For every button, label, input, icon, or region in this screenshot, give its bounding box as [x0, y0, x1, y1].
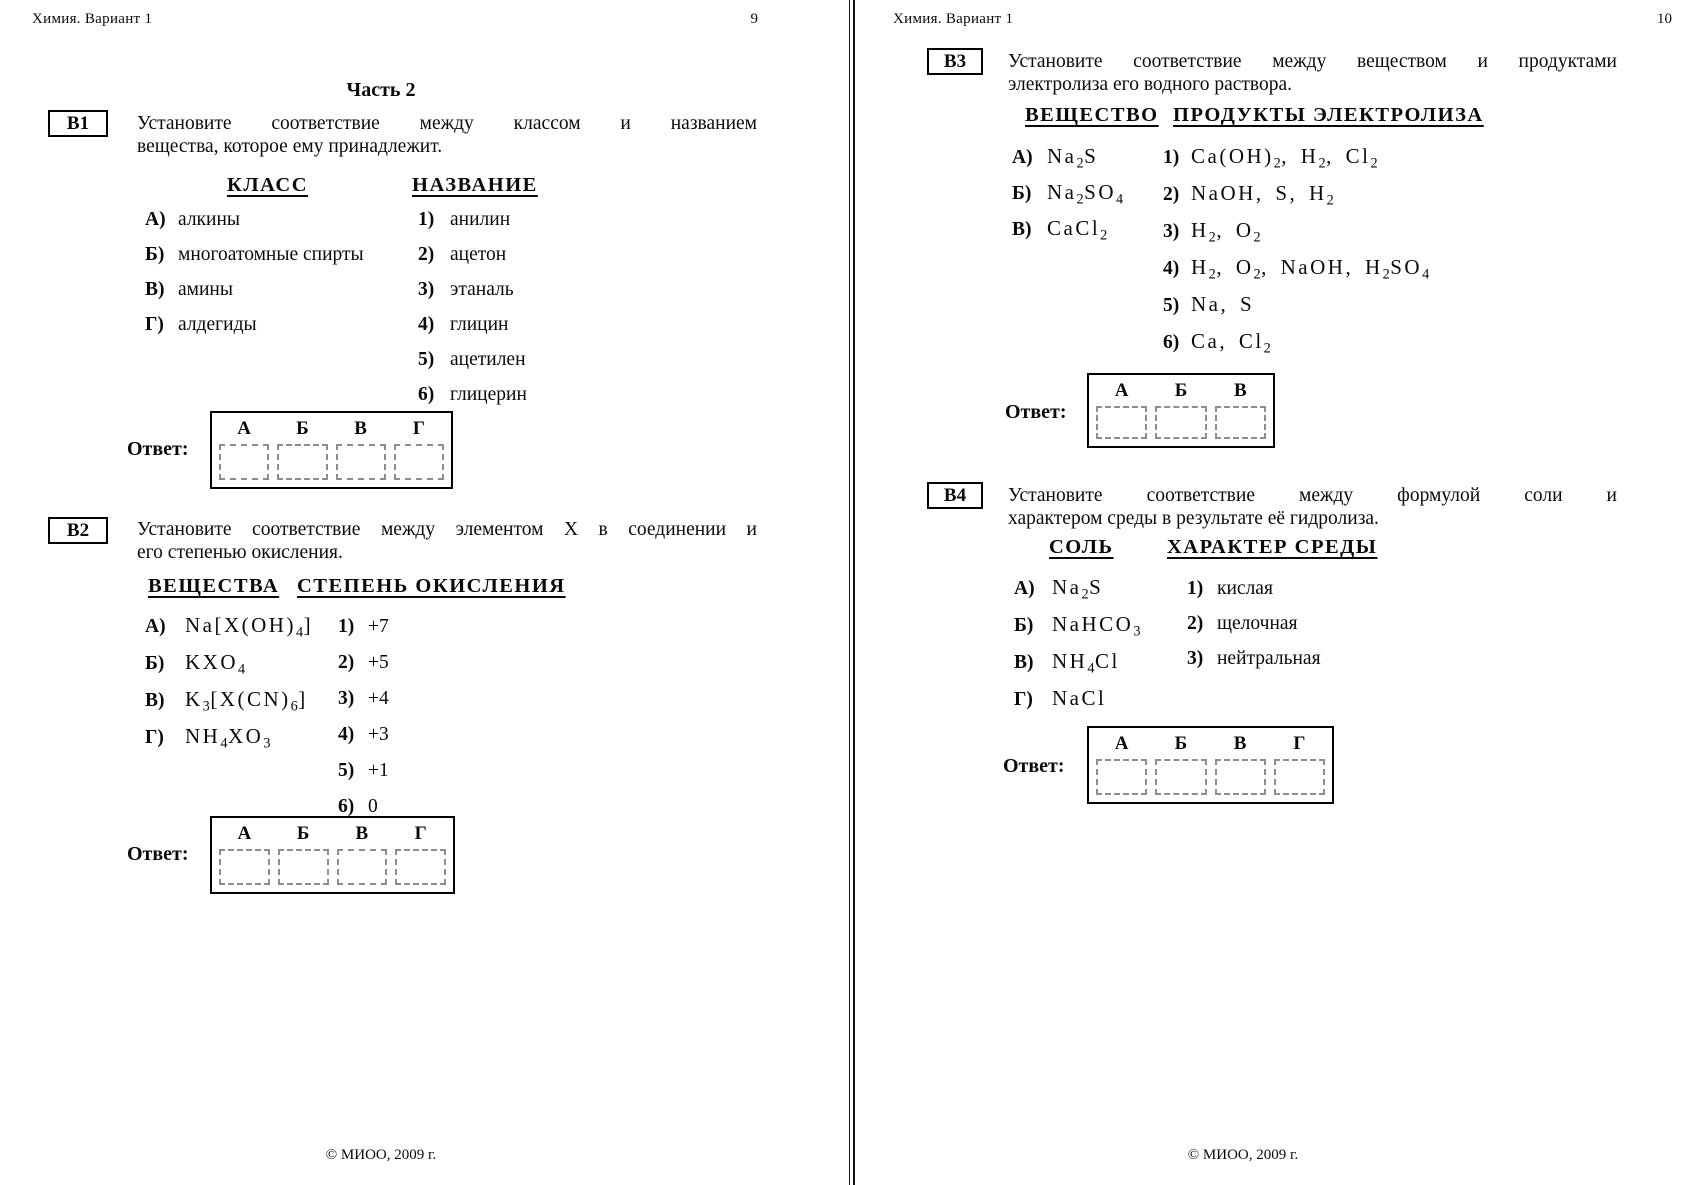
page-10 [852, 0, 1695, 1185]
chemical-formula: Na, S [1191, 292, 1255, 316]
chemical-formula: $NH_4XO_3$ [185, 724, 271, 752]
item-key: Б) [1012, 183, 1032, 204]
answer-letter: Г [1293, 733, 1306, 754]
answer-cells-row [219, 849, 446, 885]
list-item [338, 651, 389, 674]
page-header-title: Химия. Вариант 1 [32, 11, 153, 27]
list-item [418, 348, 527, 371]
answer-cell [395, 849, 446, 885]
item-text: +3 [368, 724, 389, 745]
chemical-formula: $Na_2S$ [1052, 575, 1104, 603]
item-key: 2) [338, 652, 355, 673]
item-key: 4) [418, 314, 435, 335]
item-key: 3) [418, 279, 435, 300]
item-key: 2) [1163, 184, 1180, 205]
answer-letter: В [355, 823, 369, 844]
item-text: амины [178, 279, 233, 300]
item-key: 6) [338, 796, 355, 817]
list-item [1012, 144, 1124, 170]
answer-cell [337, 849, 388, 885]
item-key: А) [145, 616, 166, 637]
answer-letter: А [1114, 380, 1129, 401]
list-item [145, 243, 364, 266]
list-item [145, 724, 313, 750]
task-b4-badge: В4 [927, 482, 983, 509]
b3-answer-label: Ответ: [1005, 401, 1067, 423]
list-item [418, 383, 527, 406]
b4-right-column-header: ХАРАКТЕР СРЕДЫ [1167, 536, 1378, 558]
list-item [418, 208, 527, 231]
b1-class-list [145, 208, 364, 348]
answer-letter: А [237, 418, 251, 439]
b1-answer-box [210, 411, 453, 489]
list-item [1163, 181, 1430, 207]
list-item [1014, 649, 1141, 675]
item-text: +5 [368, 652, 389, 673]
item-key: А) [145, 209, 166, 230]
list-item [1012, 180, 1124, 206]
item-text: этаналь [450, 279, 514, 300]
answer-cells-row [1096, 406, 1266, 439]
item-key: 6) [418, 384, 435, 405]
page-footer: © МИОО, 2009 г. [325, 1147, 437, 1163]
b1-right-column-header: НАЗВАНИЕ [412, 174, 538, 196]
answer-cell [219, 444, 269, 480]
chemical-formula: $H_2$, $O_2$ [1191, 218, 1262, 246]
item-key: 5) [1163, 295, 1180, 316]
b4-medium-list [1187, 577, 1321, 682]
item-key: 5) [418, 349, 435, 370]
answer-letter: А [237, 823, 252, 844]
item-text: анилин [450, 209, 511, 230]
task-b3-question [1008, 50, 1617, 96]
item-key: 3) [1163, 221, 1180, 242]
chemical-formula: $NH_4Cl$ [1052, 649, 1120, 677]
chemical-formula: $Na_2S$ [1047, 144, 1099, 172]
answer-letter: В [1233, 733, 1247, 754]
b2-substance-list [145, 613, 313, 761]
item-key: Г) [145, 727, 164, 748]
answer-letters-row [219, 823, 446, 845]
item-text: алдегиды [178, 314, 257, 335]
task-b1-badge: В1 [48, 110, 108, 137]
question-line: вещества, которое ему принадлежит. [137, 136, 443, 157]
item-text: алкины [178, 209, 241, 230]
list-item [1163, 218, 1430, 244]
item-key: 2) [418, 244, 435, 265]
question-line: Установите соответствие между веществом и продуктами [1008, 51, 1617, 72]
chemical-formula: $Na[X(OH)_4]$ [185, 613, 314, 641]
list-item [1187, 647, 1321, 670]
b3-right-column-header: ПРОДУКТЫ ЭЛЕКТРОЛИЗА [1173, 104, 1484, 126]
item-text: нейтральная [1217, 648, 1321, 669]
list-item [145, 650, 313, 676]
chemical-formula: NaCl [1052, 686, 1107, 710]
item-key: Г) [145, 314, 164, 335]
page-number: 9 [750, 11, 758, 27]
item-key: Б) [1014, 615, 1034, 636]
list-item [1163, 329, 1430, 355]
b2-oxidation-list [338, 615, 389, 831]
item-text: ацетилен [450, 349, 526, 370]
list-item [145, 313, 364, 336]
item-text: 0 [368, 796, 378, 817]
list-item [145, 613, 313, 639]
chemical-formula: NaOH, S, $H_2$ [1191, 181, 1335, 209]
page-header-title: Химия. Вариант 1 [893, 11, 1014, 27]
item-key: 1) [1163, 147, 1180, 168]
answer-cell [1155, 759, 1206, 795]
item-key: В) [1014, 652, 1034, 673]
answer-cell [1155, 406, 1206, 439]
list-item [1163, 144, 1430, 170]
question-line: Установите соответствие между формулой соли и [1008, 485, 1617, 506]
list-item [1187, 577, 1321, 600]
list-item [145, 278, 364, 301]
chemical-formula: $K_3[X(CN)_6]$ [185, 687, 308, 715]
item-key: 1) [418, 209, 435, 230]
answer-letter: Г [412, 418, 425, 439]
item-text: кислая [1217, 578, 1273, 599]
b1-name-list [418, 208, 527, 418]
item-key: 6) [1163, 332, 1180, 353]
answer-letter: Г [414, 823, 427, 844]
item-text: многоатомные спирты [178, 244, 364, 265]
list-item [1012, 216, 1124, 242]
list-item [418, 313, 527, 336]
answer-cell [1215, 759, 1266, 795]
item-text: щелочная [1217, 613, 1298, 634]
item-text: +4 [368, 688, 389, 709]
item-text: ацетон [450, 244, 507, 265]
item-key: А) [1014, 578, 1035, 599]
list-item [338, 759, 389, 782]
b3-left-column-header: ВЕЩЕСТВО [1025, 104, 1159, 126]
chemical-formula: $Ca(OH)_2$, $H_2$, $Cl_2$ [1191, 144, 1379, 172]
b3-products-list [1163, 144, 1430, 366]
answer-letter: В [1233, 380, 1247, 401]
task-b3-badge: В3 [927, 48, 983, 75]
list-item [145, 687, 313, 713]
chemical-formula: Ca, $Cl_2$ [1191, 329, 1272, 357]
b4-salt-list [1014, 575, 1141, 723]
chemical-formula: NaHCO$_3$ [1052, 612, 1141, 640]
item-key: 5) [338, 760, 355, 781]
answer-cells-row [1096, 759, 1325, 795]
chemical-formula: $Na_2SO_4$ [1047, 180, 1124, 208]
chemical-formula: $H_2$, $O_2$, NaOH, $H_2SO_4$ [1191, 255, 1430, 283]
answer-letters-row [1096, 733, 1325, 755]
item-key: 1) [1187, 578, 1204, 599]
part-title: Часть 2 [346, 79, 416, 101]
item-key: Г) [1014, 689, 1033, 710]
answer-cell [394, 444, 444, 480]
item-key: 4) [338, 724, 355, 745]
b2-answer-box [210, 816, 455, 894]
answer-cell [1096, 406, 1147, 439]
b2-left-column-header: ВЕЩЕСТВА [148, 575, 280, 597]
list-item [338, 723, 389, 746]
list-item [1163, 292, 1430, 318]
b4-answer-box [1087, 726, 1334, 804]
item-text: +1 [368, 760, 389, 781]
item-text: глицин [450, 314, 509, 335]
b2-answer-label: Ответ: [127, 843, 189, 865]
task-b1-question [137, 112, 757, 158]
answer-letter: Б [1174, 380, 1188, 401]
item-key: 3) [1187, 648, 1204, 669]
list-item [1187, 612, 1321, 635]
item-text: глицерин [450, 384, 527, 405]
answer-cell [336, 444, 386, 480]
answer-cells-row [219, 444, 444, 480]
item-key: Б) [145, 244, 165, 265]
item-key: 2) [1187, 613, 1204, 634]
task-b2-question [137, 518, 757, 564]
answer-cell [1274, 759, 1325, 795]
b1-left-column-header: КЛАСС [226, 174, 309, 196]
b3-substance-list [1012, 144, 1124, 252]
item-key: Б) [145, 653, 165, 674]
item-text: +7 [368, 616, 389, 637]
item-key: 1) [338, 616, 355, 637]
answer-cell [278, 849, 329, 885]
answer-letter: Б [296, 823, 310, 844]
answer-letter: Б [296, 418, 309, 439]
item-key: 3) [338, 688, 355, 709]
question-line: его степенью окисления. [137, 542, 343, 563]
answer-cell [277, 444, 327, 480]
list-item [1014, 612, 1141, 638]
list-item [1014, 686, 1141, 712]
list-item [418, 278, 527, 301]
answer-cell [219, 849, 270, 885]
answer-cell [1215, 406, 1266, 439]
b4-answer-label: Ответ: [1003, 755, 1065, 777]
page-number: 10 [1657, 11, 1672, 27]
b2-right-column-header: СТЕПЕНЬ ОКИСЛЕНИЯ [297, 575, 566, 597]
b3-answer-box [1087, 373, 1275, 448]
item-key: В) [1012, 219, 1032, 240]
chemical-formula: $KXO_4$ [185, 650, 246, 678]
list-item [1163, 255, 1430, 281]
answer-cell [1096, 759, 1147, 795]
task-b4-question [1008, 484, 1617, 530]
page-footer: © МИОО, 2009 г. [1187, 1147, 1299, 1163]
answer-letters-row [219, 418, 444, 440]
chemical-formula: CaCl$_2$ [1047, 216, 1108, 244]
b1-answer-label: Ответ: [127, 438, 189, 460]
list-item [1014, 575, 1141, 601]
question-line: Установите соответствие между классом и названием [137, 113, 757, 134]
b4-left-column-header: СОЛЬ [1049, 536, 1114, 558]
question-line: Установите соответствие между элементом X в соединении и [137, 519, 757, 540]
item-key: В) [145, 279, 165, 300]
item-key: А) [1012, 147, 1033, 168]
item-key: В) [145, 690, 165, 711]
question-line: электролиза его водного раствора. [1008, 74, 1293, 95]
answer-letters-row [1096, 380, 1266, 402]
answer-letter: Б [1174, 733, 1188, 754]
item-key: 4) [1163, 258, 1180, 279]
task-b2-badge: В2 [48, 517, 108, 544]
list-item [338, 615, 389, 638]
list-item [338, 795, 389, 818]
list-item [338, 687, 389, 710]
list-item [145, 208, 364, 231]
answer-letter: В [354, 418, 367, 439]
list-item [418, 243, 527, 266]
question-line: характером среды в результате её гидролиза. [1008, 508, 1379, 529]
answer-letter: А [1114, 733, 1129, 754]
